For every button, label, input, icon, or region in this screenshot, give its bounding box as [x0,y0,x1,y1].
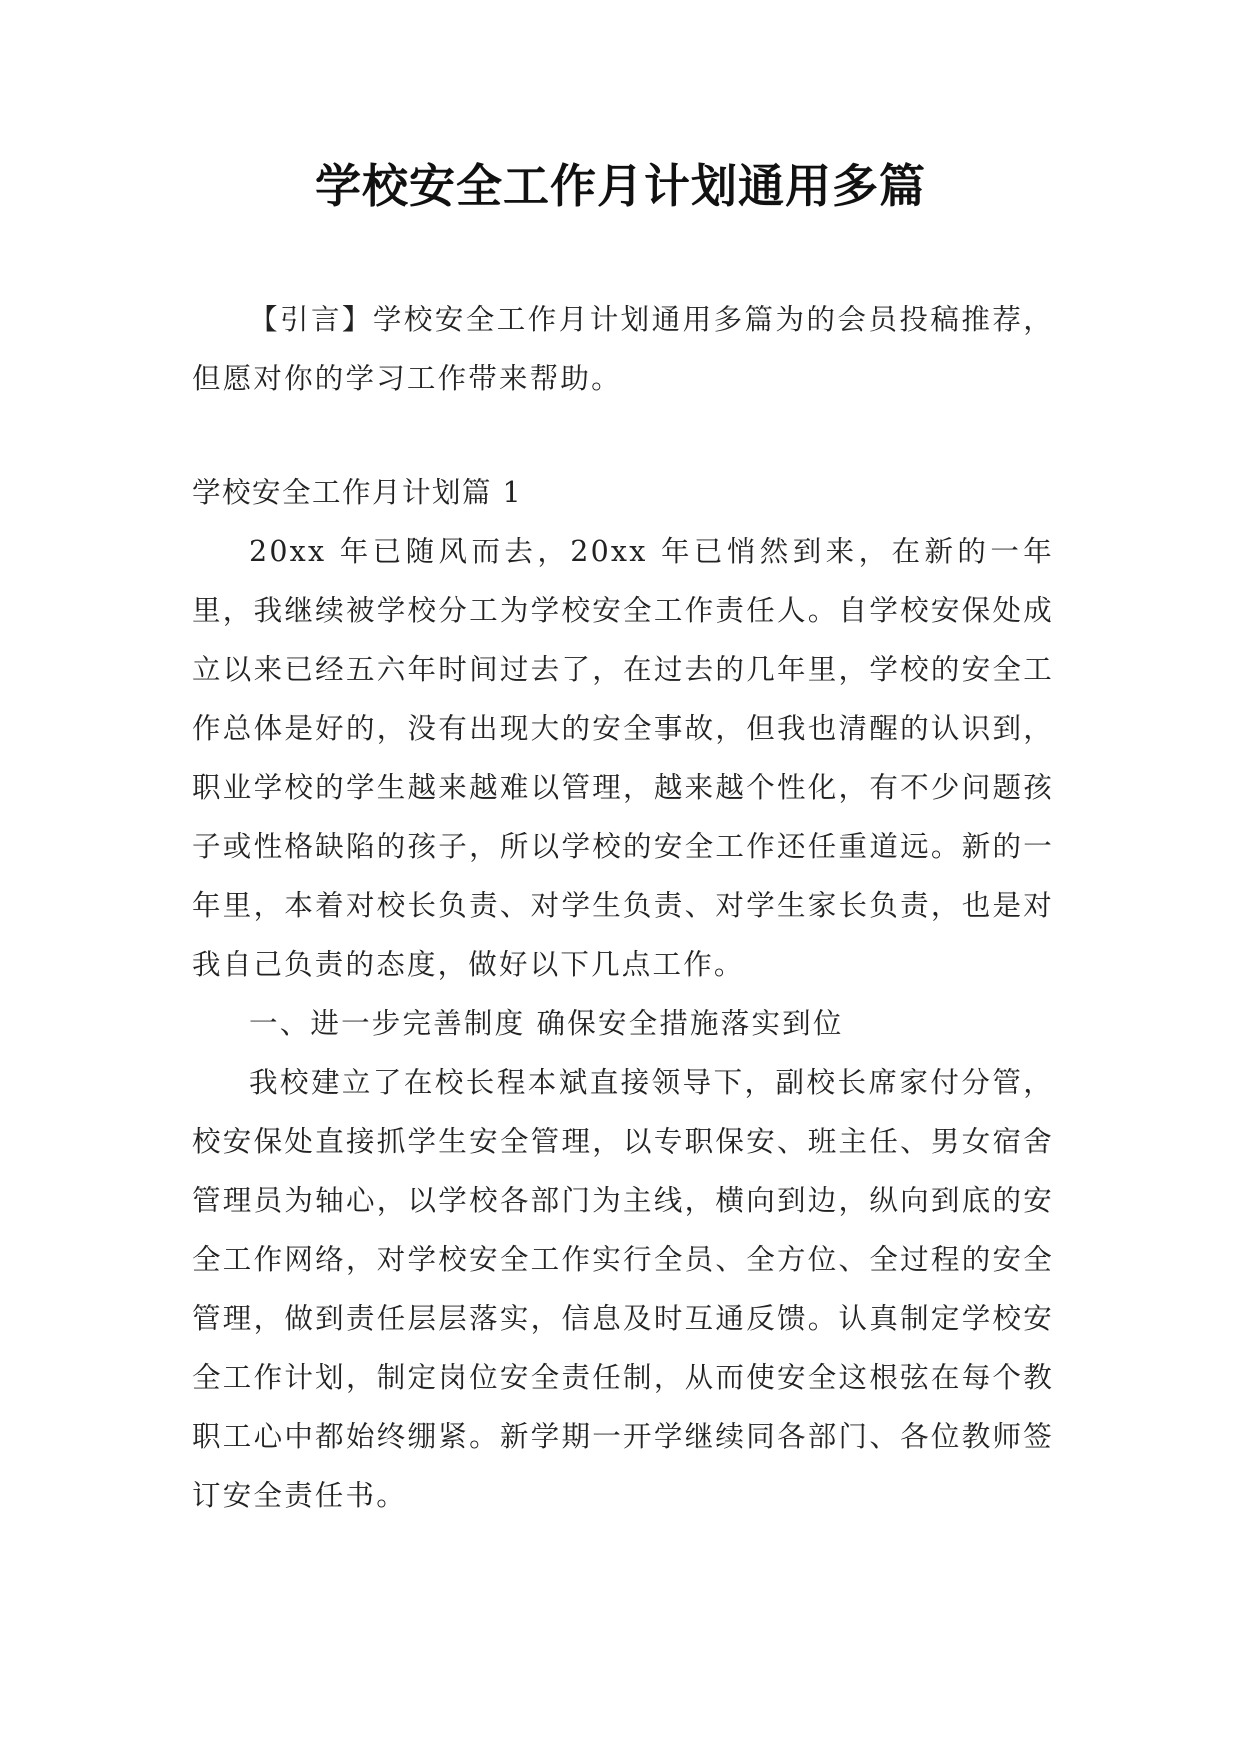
intro-paragraph: 【引言】学校安全工作月计划通用多篇为的会员投稿推荐，但愿对你的学习工作带来帮助。 [192,303,1054,395]
section-heading: 学校安全工作月计划篇 1 [192,476,523,509]
body-paragraph: 20xx 年已随风而去，20xx 年已悄然到来，在新的一年里，我继续被学校分工为学校安全工作责任人。自学校安保处成立以来已经五六年时间过去了，在过去的几年里，学校的安全工作总体是好的，没有出现大的安全事故，但我也清醒的认识到，职业学校的学生越来越难以管理，越来越个性化，有不少问题孩子或性格缺陷的孩子，所以学校的安全工作还任重道远。新的一年里，本着对校长负责、对学生负责、对学生家长负责，也是对我自己负责的态度，做好以下几点工作。 [192,535,1054,981]
body-paragraph: 我校建立了在校长程本斌直接领导下，副校长席家付分管，校安保处直接抓学生安全管理，以专职保安、班主任、男女宿舍管理员为轴心，以学校各部门为主线，横向到边，纵向到底的安全工作网络，对学校安全工作实行全员、全方位、全过程的安全管理，做到责任层层落实，信息及时互通反馈。认真制定学校安全工作计划，制定岗位安全责任制，从而使安全这根弦在每个教职工心中都始终绷紧。新学期一开学继续同各部门、各位教师签订安全责任书。 [192,1066,1054,1512]
section-block [192,463,1054,1525]
intro-block [192,290,1054,408]
subsection-heading: 一、进一步完善制度 确保安全措施落实到位 [249,1007,844,1040]
document-title: 学校安全工作月计划通用多篇 [315,159,926,213]
